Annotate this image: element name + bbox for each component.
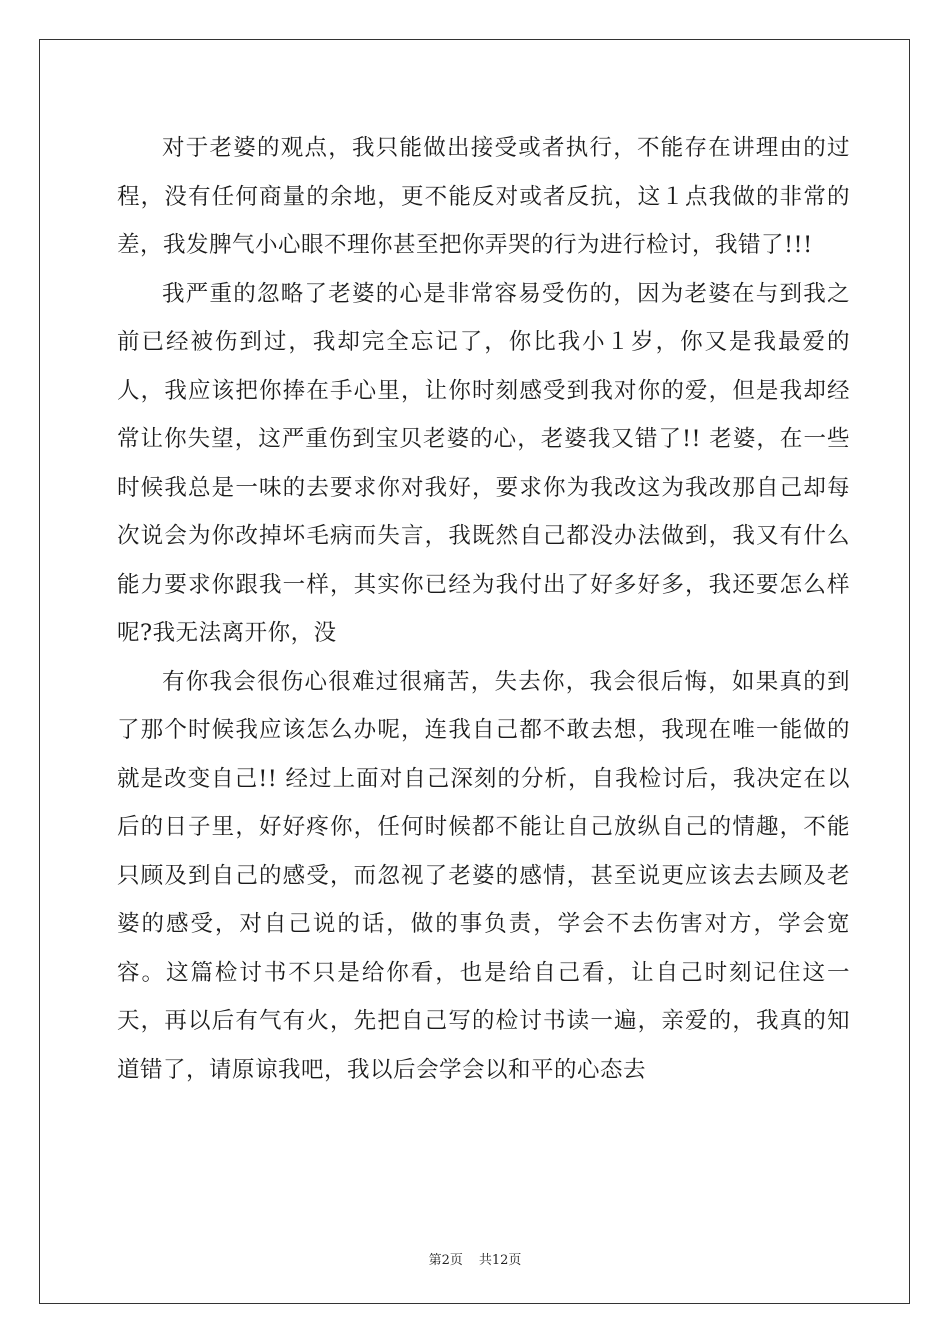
paragraph-3: 有你我会很伤心很难过很痛苦，失去你，我会很后悔，如果真的到了那个时候我应该怎么办呢，连我自己都不敢去想，我现在唯一能做的就是改变自己!! 经过上面对自己深刻的分析，自我检讨后，我决定在以后的日子里，好好疼你，任何时候都不能让自己放纵自己的情趣，不能只顾及到自己的感受，而忽视了老婆的感情，甚至说更应该去去顾及老婆的感受，对自己说的话，做的事负责，学会不去伤害对方，学会宽容。这篇检讨书不只是给你看，也是给自己看，让自己时刻记住这一天，再以后有气有火，先把自己写的检讨书读一遍，亲爱的，我真的知道错了，请原谅我吧，我以后会学会以和平的心态去: [117, 668, 850, 1083]
paragraph-1: 对于老婆的观点，我只能做出接受或者执行，不能存在讲理由的过程，没有任何商量的余地，更不能反对或者反抗，这１点我做的非常的差，我发脾气小心眼不理你甚至把你弄哭的行为进行检讨，我错了!!!: [117, 135, 850, 258]
document-body: [117, 124, 850, 1094]
page-total: 共12页: [478, 1253, 522, 1268]
page-footer: [0, 1249, 950, 1268]
paragraph-2: 我严重的忽略了老婆的心是非常容易受伤的，因为老婆在与到我之前已经被伤到过，我却完全忘记了，你比我小１岁，你又是我最爱的人，我应该把你捧在手心里，让你时刻感受到我对你的爱，但是我却经常让你失望，这严重伤到宝贝老婆的心，老婆我又错了!! 老婆，在一些时候我总是一味的去要求你对我好，要求你为我改这为我改那自己却每次说会为你改掉坏毛病而失言，我既然自己都没办法做到，我又有什么能力要求你跟我一样，其实你已经为我付出了好多好多，我还要怎么样呢?我无法离开你，没: [117, 280, 850, 646]
page-number: 第2页: [428, 1253, 463, 1268]
